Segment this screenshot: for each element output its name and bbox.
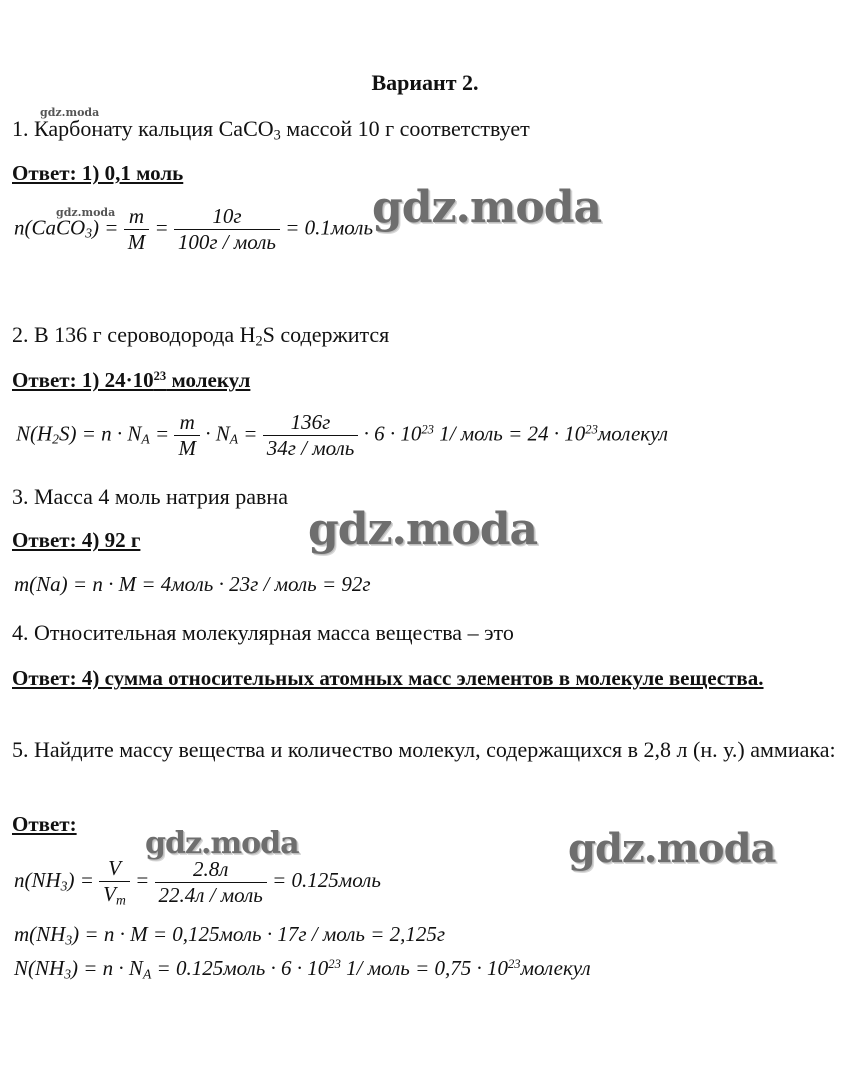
answer-1: Ответ: 1) 0,1 моль: [12, 161, 184, 185]
watermark-logo: gdz.moda: [568, 825, 776, 872]
formula-3: m(Na) = n · M = 4моль · 23г / моль = 92г: [14, 572, 371, 596]
question-4: 4. Относительная молекулярная масса вещества – это: [12, 620, 514, 645]
formula-1: n(CaCO$_3$) = $\frac{m}{M}$ = $\frac{10г}{\text{100г / моль}}$ = 0.1моль: [14, 204, 373, 254]
watermark-small: gdz.moda: [40, 106, 100, 119]
question-5: 5. Найдите массу вещества и количество молекул, содержащихся в 2,8 л (н. у.) аммиака:: [12, 737, 836, 762]
question-1: 1. Карбонату кальция CaCO$_3$ массой 10 г соответствует: [12, 116, 530, 144]
watermark-small: gdz.moda: [56, 206, 116, 219]
answer-5: Ответ:: [12, 812, 77, 836]
watermark-logo: gdz.moda: [308, 504, 538, 555]
question-2: 2. В 136 г сероводорода $H_2S$ содержится: [12, 322, 390, 350]
answer-3: Ответ: 4) 92 г: [12, 528, 141, 552]
question-3: 3. Масса 4 моль натрия равна: [12, 484, 288, 509]
watermark-logo: gdz.moda: [372, 182, 602, 233]
answer-4: Ответ: 4) сумма относительных атомных масс элементов в молекуле вещества.: [12, 666, 764, 690]
formula-5c: $N(NH_3) = n \cdot N_A$ = 0.125моль · $6 \cdot 10^{23}$ 1/ моль = $0,75 \cdot 10^{23}молекул$: [14, 956, 591, 982]
answer-2: Ответ: 1) $24\cdot 10^{23}$ молекул: [12, 368, 251, 392]
formula-5b: $m(NH_3) = n \cdot M$ = 0,125моль · 17г / моль = 2,125г: [14, 922, 446, 948]
formula-5a: $n(NH_3)$ = $\frac{V}{V_m}$ = $\frac{2.8л}{\text{22.4л / моль}}$ = 0.125моль: [14, 856, 381, 908]
formula-2: $N(H_2S) = n \cdot N_A$ = $\frac{m}{M}$ · $N_A$ = $\frac{136г}{\text{34г / моль}}$ · $6 \cdot 10^{23}$ 1/ моль = $24 \cdot 10^{23}молекул$: [16, 410, 669, 460]
page-title: Вариант 2.: [371, 70, 479, 95]
watermark-logo: gdz.moda: [145, 826, 299, 861]
